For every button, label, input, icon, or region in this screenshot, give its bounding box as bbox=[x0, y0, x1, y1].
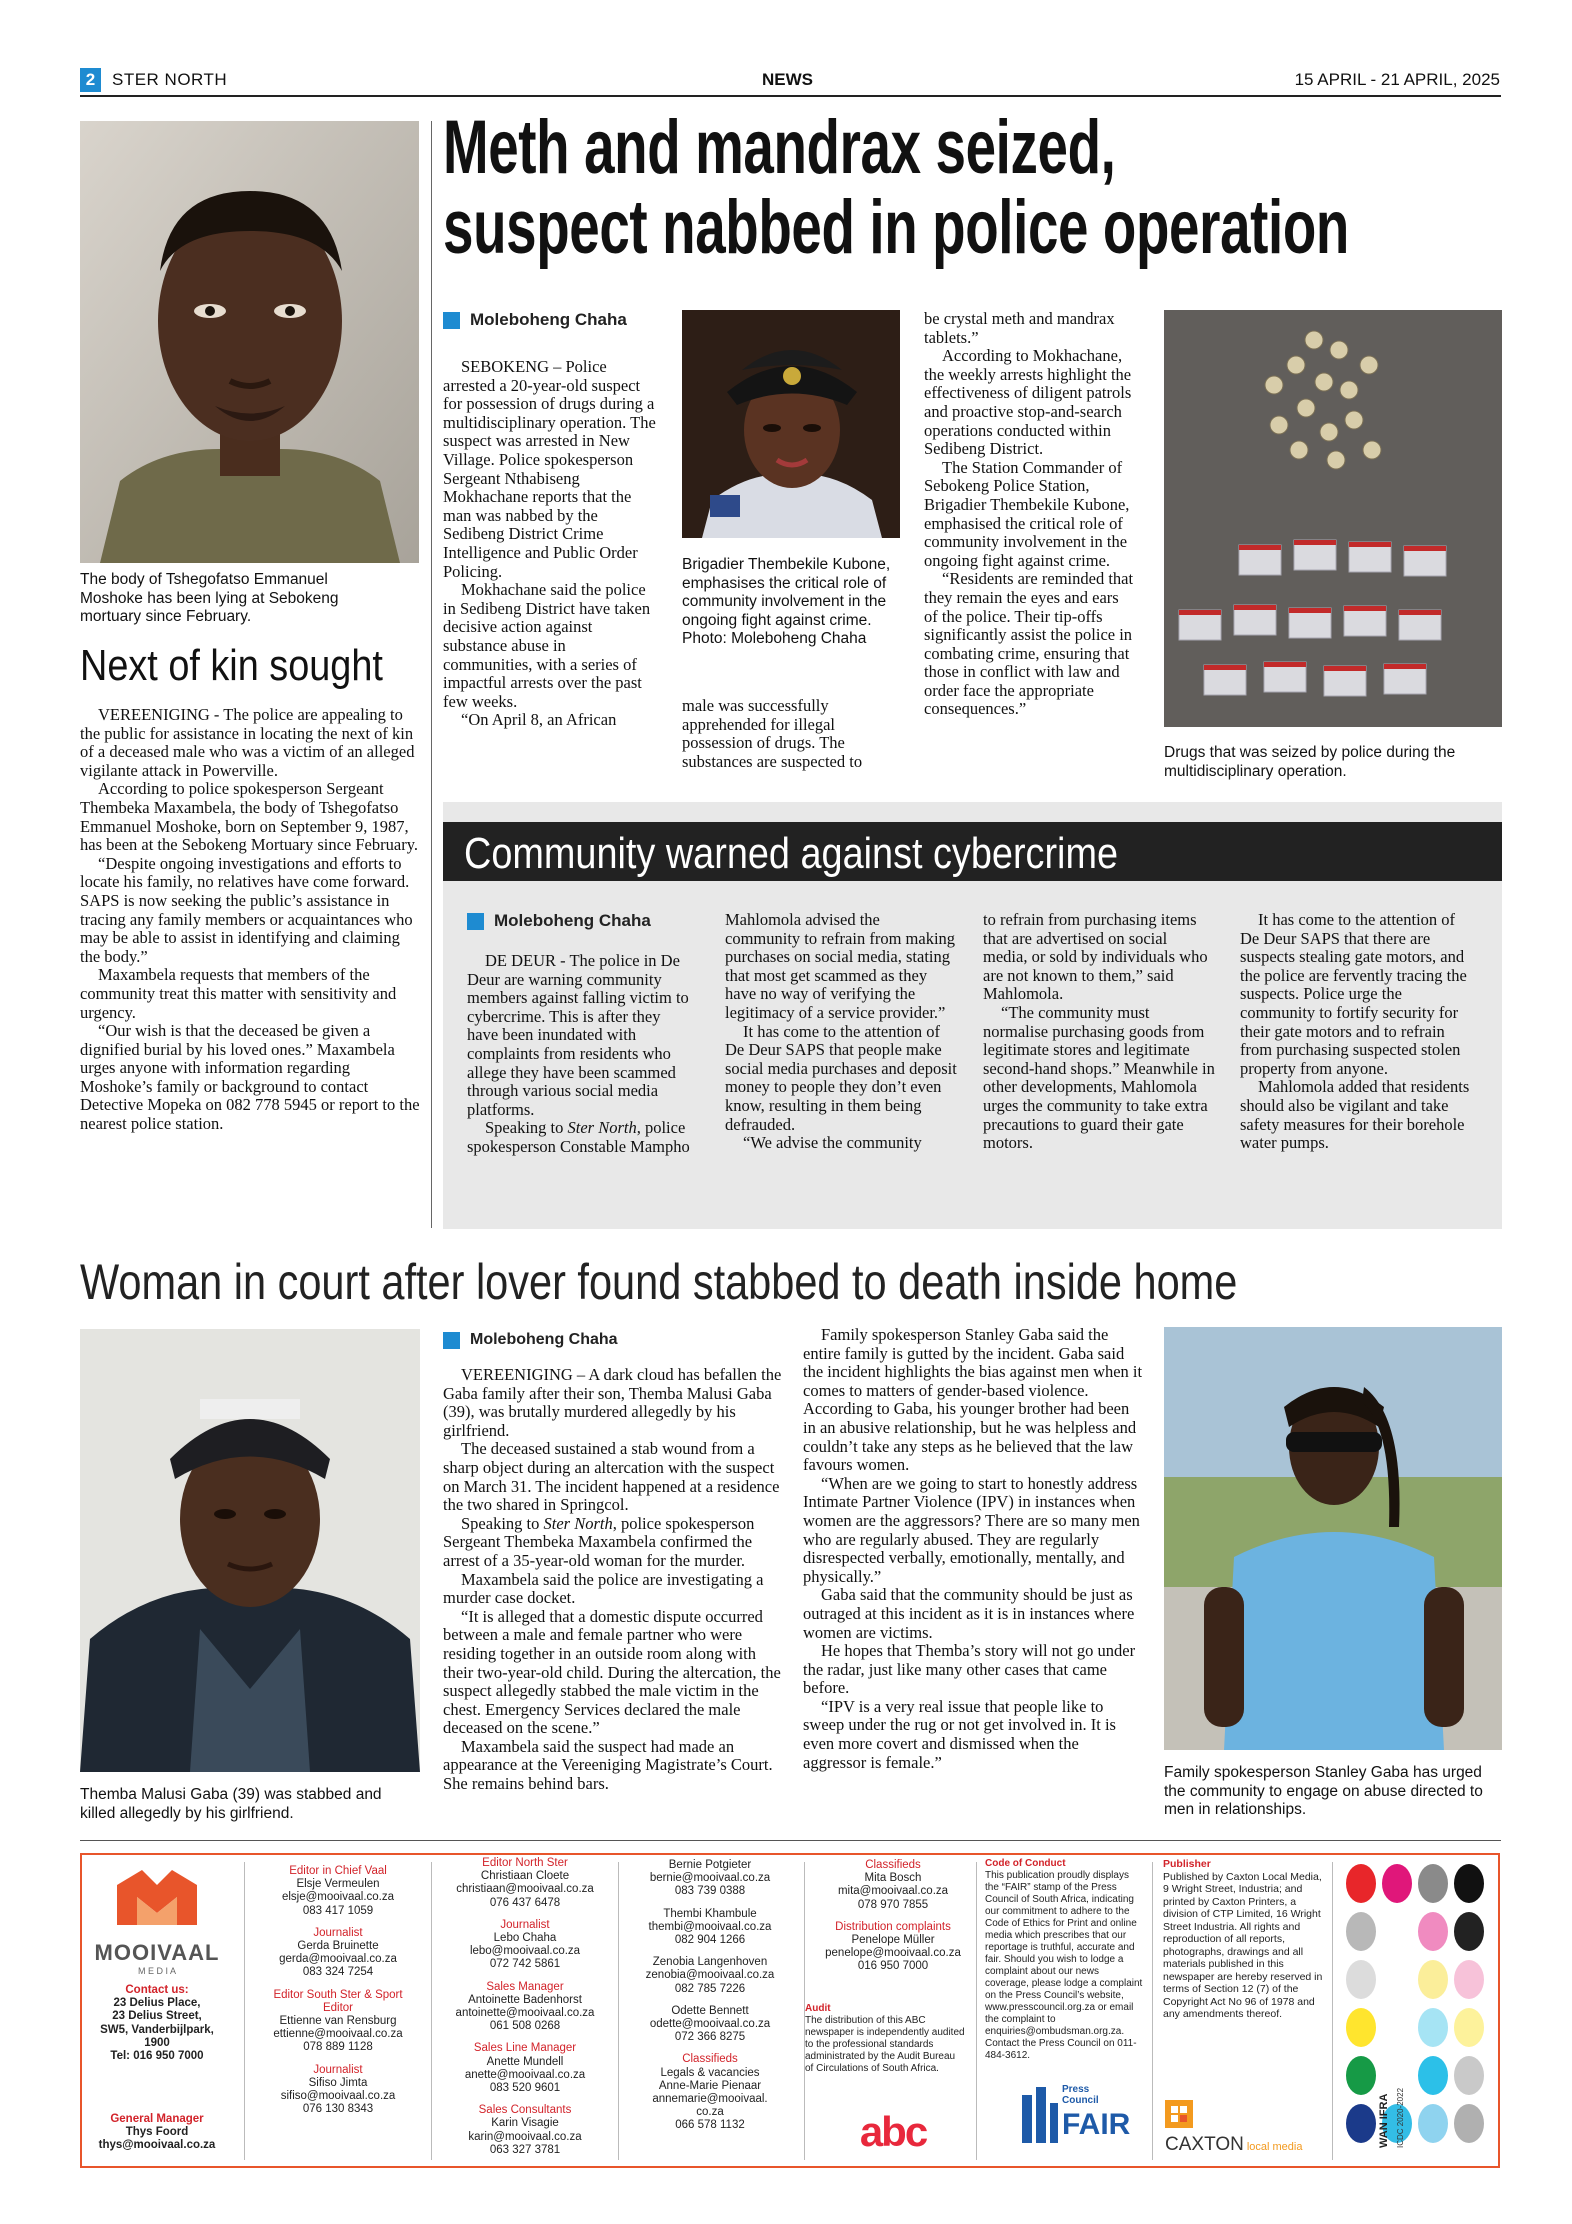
staff-line: karin@mooivaal.co.za bbox=[468, 2130, 582, 2143]
publisher-title: Publisher bbox=[1163, 1858, 1211, 1870]
staff-line: Ettienne van Rensburg bbox=[279, 2015, 397, 2028]
headline-meth-mandrax bbox=[443, 105, 1349, 270]
staff-role: Sales Line Manager bbox=[473, 2042, 577, 2055]
staff-role: Editor in Chief Vaal bbox=[289, 1865, 387, 1877]
page-number-badge: 2 bbox=[80, 68, 101, 92]
byline-name: Moleboheng Chaha bbox=[494, 911, 651, 930]
column-rule bbox=[431, 121, 432, 1228]
staff-entry bbox=[630, 2053, 790, 2132]
header-rule bbox=[80, 95, 1501, 97]
story1-column-1 bbox=[443, 358, 657, 730]
staff-entry bbox=[630, 2005, 790, 2045]
staff-line: Anette Mundell bbox=[486, 2055, 564, 2068]
footer-divider bbox=[976, 1862, 977, 2160]
staff-line: Thembi Khambule bbox=[663, 1907, 757, 1920]
staff-line: antoinette@mooivaal.co.za bbox=[455, 2007, 595, 2020]
swatch-grey bbox=[1418, 1864, 1448, 1903]
swatch-navy bbox=[1346, 2104, 1376, 2143]
footer-divider bbox=[244, 1862, 245, 2160]
swatch-black-2 bbox=[1454, 1912, 1484, 1951]
photo-caption-moshoke: The body of Tshegofatso Emmanuel Moshoke has been lying at Sebokeng mortuary since February. bbox=[80, 571, 339, 625]
publication-italic: Ster North bbox=[543, 1513, 613, 1533]
staff-entry bbox=[810, 1859, 976, 1912]
byline-story1 bbox=[443, 310, 627, 330]
byline-name: Moleboheng Chaha bbox=[470, 1331, 618, 1348]
paragraph: “Despite ongoing investigations and efforts to locate his family, no relatives have come forward. SAPS is now seeking the public’s assistance in tracing any family members or acquaintances who may be able to assist in identifying and claiming the body.” bbox=[80, 853, 413, 966]
mooivaal-logo bbox=[112, 1865, 202, 1935]
staff-role: Journalist bbox=[313, 2063, 363, 2076]
paragraph: “When are we going to start to honestly address Intimate Partner Violence (IPV) in instances when women are the aggressors? There are so many men who are regularly abused. They are regularly disrespected verbally, emotionally, mentally, and physically.” bbox=[803, 1473, 1140, 1586]
swatch-magenta bbox=[1382, 1864, 1412, 1903]
publication-italic: Ster North bbox=[567, 1118, 637, 1138]
staff-role: Journalist bbox=[500, 1918, 550, 1931]
paragraph: “Residents are reminded that they remain the eyes and ears of the police. Their tip-offs significantly assist the police in combating crime, ensuring that those in conflict with law and order face the appropriate consequences.” bbox=[924, 569, 1134, 719]
staff-entry bbox=[810, 1921, 976, 1974]
swatch-light-grey bbox=[1346, 1912, 1376, 1951]
paragraph: According to police spokesperson Sergeant Thembeka Maxambela, the body of Tshegofatso Emmanuel Moshoke, born on September 9, 1987, has been at the Sebokeng Mortuary since February. bbox=[80, 779, 418, 855]
page-header bbox=[80, 68, 1500, 92]
paragraph: According to Mokhachane, the weekly arrests highlight the effectiveness of diligent patrols and proactive stop-and-search operations conducted within Sedibeng District. bbox=[924, 346, 1132, 459]
staff-column-3 bbox=[444, 1857, 606, 2166]
brigadier-image bbox=[682, 310, 900, 538]
staff-line: Anne-Marie Pienaar bbox=[658, 2079, 762, 2092]
story3-column-2 bbox=[725, 911, 957, 1153]
audit-title: Audit bbox=[805, 2003, 831, 2014]
portrait-image bbox=[80, 121, 419, 563]
swatch-light-grey-2 bbox=[1454, 2056, 1484, 2095]
caxton-text: CAXTON bbox=[1165, 2134, 1244, 2155]
speaking-prefix: Speaking to bbox=[485, 1118, 568, 1138]
staff-line: anette@mooivaal.co.za bbox=[464, 2068, 586, 2081]
story-next-of-kin-body bbox=[80, 706, 420, 1134]
section-name: NEWS bbox=[762, 70, 813, 89]
headline-line-1: Meth and mandrax seized, bbox=[443, 105, 1116, 190]
paragraph: Maxambela said the police are investigating a murder case docket. bbox=[443, 1569, 764, 1608]
staff-line: zenobia@mooivaal.co.za bbox=[645, 1969, 775, 1982]
staff-line: co.za bbox=[696, 2106, 724, 2119]
paragraph: The Station Commander of Sebokeng Police Station, Brigadier Thembekile Kubone, emphasised the critical role of community involvement in the ongoing fight against crime. bbox=[924, 457, 1130, 570]
staff-role: Classifieds bbox=[865, 1859, 921, 1871]
story3-column-4 bbox=[1240, 911, 1472, 1153]
staff-line: lebo@mooivaal.co.za bbox=[469, 1945, 581, 1958]
staff-line: 078 970 7855 bbox=[857, 1898, 929, 1911]
staff-column-2 bbox=[258, 1865, 418, 2125]
swatch-black bbox=[1454, 1864, 1484, 1903]
staff-role: Distribution complaints bbox=[835, 1920, 951, 1933]
audit-block bbox=[805, 2003, 965, 2075]
swatch-red bbox=[1346, 1864, 1376, 1903]
staff-line: Legals & vacancies bbox=[660, 2066, 760, 2079]
paragraph: It has come to the attention of De Deur SAPS that people make social media purchases and deposit money to people they don’t even know, resulting in them being defrauded. bbox=[725, 1021, 957, 1134]
paragraph: Gaba said that the community should be just as outraged at this incident as it is in instances where women are victims. bbox=[803, 1585, 1135, 1642]
paragraph: Family spokesperson Stanley Gaba said the entire family is gutted by the incident. Gaba said the incident highlights the bias against men when it comes to matters of gender-based violence. According to Gaba, his younger brother had been in an abusive relationship, but he was helpless and couldn’t take any steps as he believed that the law favours women. bbox=[803, 1325, 1143, 1475]
drugs-image bbox=[1164, 310, 1502, 727]
paragraph: “It is alleged that a domestic dispute occurred between a male and female partner who were residing together in an outside room along with their two-year-old child. During the altercation, the suspect allegedly stabbed the male victim in the chest. Emergency Services declared the male deceased on the scene.” bbox=[443, 1606, 781, 1738]
byline-marker-icon bbox=[443, 1332, 460, 1349]
paragraph: male was successfully apprehended for illegal possession of drugs. The substances are suspected to bbox=[682, 696, 863, 771]
story3-column-3 bbox=[983, 911, 1215, 1153]
staff-line: 078 889 1128 bbox=[303, 2041, 373, 2054]
paragraph: It has come to the attention of De Deur SAPS that there are suspects stealing gate motors, and the police are fervently tracing the suspects. Police urge the community to fortify security for their gate motors and to refrain from purchasing suspected stolen property from anyone. bbox=[1240, 910, 1467, 1078]
abc-logo-text: abc bbox=[859, 2108, 927, 2155]
story1-column-2-continuation bbox=[682, 697, 892, 771]
staff-line: Zenobia Langenhoven bbox=[652, 1956, 768, 1969]
staff-line: 082 904 1266 bbox=[674, 1934, 746, 1947]
photo-seized-drugs bbox=[1164, 310, 1502, 727]
paragraph bbox=[467, 1119, 695, 1156]
headline-line-2: suspect nabbed in police operation bbox=[443, 185, 1349, 270]
footer-divider bbox=[618, 1862, 619, 2160]
fair-label: FAIR bbox=[1062, 2108, 1131, 2141]
contact-line: 23 Delius Place, bbox=[113, 1997, 201, 2010]
staff-role: Sales Consultants bbox=[478, 2104, 572, 2117]
staff-role: Editor North Ster bbox=[482, 1857, 568, 1869]
icdc-mark bbox=[1396, 2088, 1405, 2148]
staff-column-5 bbox=[810, 1859, 976, 1983]
swatch-dots bbox=[1382, 1912, 1412, 1951]
wan-ifra-mark bbox=[1378, 2094, 1390, 2148]
staff-entry bbox=[444, 2042, 606, 2095]
story4-column-2 bbox=[803, 1326, 1143, 1772]
staff-line: ettienne@mooivaal.co.za bbox=[273, 2028, 403, 2041]
byline-marker-icon bbox=[443, 312, 460, 329]
press-council-fair-logo bbox=[1020, 2080, 1130, 2150]
swatch-yellow bbox=[1346, 2008, 1376, 2047]
staff-role: Classifieds bbox=[682, 2053, 738, 2066]
code-of-conduct-block bbox=[985, 1858, 1145, 2062]
staff-line: Mita Bosch bbox=[864, 1872, 922, 1885]
staff-line: mita@mooivaal.co.za bbox=[837, 1885, 949, 1898]
paragraph: to refrain from purchasing items that are advertised on social media, or sold by individuals who are not known to them,” said Mahlomola. bbox=[983, 910, 1208, 1004]
byline-marker-icon bbox=[467, 913, 484, 930]
staff-line: odette@mooivaal.co.za bbox=[649, 2018, 771, 2031]
press-council-mark-icon bbox=[1020, 2085, 1060, 2145]
footer-divider bbox=[431, 1862, 432, 2160]
staff-role: Editor South Ster & Sport Editor bbox=[273, 1988, 403, 2014]
swatch-pale-cyan bbox=[1418, 2008, 1448, 2047]
swatch-light-blue bbox=[1418, 2104, 1448, 2143]
staff-line: 083 324 7254 bbox=[302, 1966, 374, 1979]
staff-role: Sales Manager bbox=[486, 1980, 564, 1993]
staff-line: 083 417 1059 bbox=[302, 1904, 374, 1917]
swatch-green bbox=[1346, 2056, 1376, 2095]
gm-title: General Manager bbox=[110, 2113, 204, 2125]
staff-line: 066 578 1132 bbox=[675, 2119, 745, 2132]
story3-column-1 bbox=[467, 952, 695, 1157]
swatch-pale-yellow-2 bbox=[1454, 2008, 1484, 2047]
speaking-prefix: Speaking to bbox=[461, 1513, 544, 1533]
staff-line: 082 785 7226 bbox=[674, 1982, 746, 1995]
staff-line: Sifiso Jimta bbox=[308, 2076, 368, 2089]
footer-divider bbox=[1332, 1862, 1333, 2160]
swatch-pink bbox=[1418, 1912, 1448, 1951]
caxton-sub: local media bbox=[1246, 2141, 1303, 2153]
staff-line: sifiso@mooivaal.co.za bbox=[280, 2090, 396, 2103]
photo-caption-drugs: Drugs that was seized by police during the multidisciplinary operation. bbox=[1164, 744, 1456, 780]
staff-line: Karin Visagie bbox=[491, 2117, 559, 2130]
staff-line: Gerda Bruinette bbox=[297, 1940, 379, 1953]
paragraph: “We advise the community bbox=[743, 1133, 922, 1153]
general-manager-block bbox=[87, 2113, 227, 2153]
caxton-mark-icon bbox=[1165, 2100, 1193, 2128]
publisher-block bbox=[1163, 1858, 1323, 2021]
staff-line: penelope@mooivaal.co.za bbox=[825, 1947, 961, 1960]
staff-entry bbox=[258, 2064, 418, 2117]
speaking-suffix: , police spokesperson Sergeant Thembeka Maxambela confirmed the arrest of a 35-year-old woman for the murder. bbox=[443, 1513, 755, 1570]
paragraph: The deceased sustained a stab wound from a sharp object during an altercation with the suspect on March 31. The incident happened at a residence the two shared in Springcol. bbox=[443, 1439, 780, 1515]
byline-story3 bbox=[467, 911, 651, 931]
paragraph: Maxambela said the suspect had made an appearance at the Vereeniging Magistrate’s Court. She remains behind bars. bbox=[443, 1736, 773, 1794]
story4-column-1 bbox=[443, 1366, 783, 1794]
staff-line: 076 130 8343 bbox=[302, 2103, 374, 2116]
photo-caption-themba: Themba Malusi Gaba (39) was stabbed and killed allegedly by his girlfriend. bbox=[80, 1786, 382, 1822]
paragraph: Mokhachane said the police in Sedibeng District have taken decisive action against substance abuse in communities, with a series of impactful arrests over the past few weeks. bbox=[443, 580, 651, 711]
contact-line: Tel: 016 950 7000 bbox=[110, 2050, 204, 2063]
wan-ifra-text: WAN IFRA bbox=[1378, 2093, 1390, 2148]
stanley-image bbox=[1164, 1327, 1502, 1750]
staff-line: elsje@mooivaal.co.za bbox=[281, 1891, 395, 1904]
paragraph: Mahlomola advised the community to refrain from making purchases on social media, stating that most get scammed as they have no way of verifying the legitimacy of a service provider.” bbox=[725, 910, 956, 1022]
headline-cybercrime: Community warned against cybercrime bbox=[464, 829, 1119, 878]
issue-date: 15 APRIL - 21 APRIL, 2025 bbox=[1294, 70, 1500, 89]
paragraph: “The community must normalise purchasing goods from legitimate stores and legitimate second-hand shops.” Meanwhile in other developments, Mahlomola urges the community to take extra precautions to guard their gate motors. bbox=[983, 1002, 1215, 1153]
staff-line: Bernie Potgieter bbox=[668, 1859, 752, 1871]
staff-entry bbox=[444, 1919, 606, 1972]
speaking-suffix: , police spokesperson Constable Mampho bbox=[467, 1118, 690, 1156]
icdc-text: ICDC 2020-2022 bbox=[1396, 2087, 1405, 2148]
photo-tshegofatso-moshoke bbox=[80, 121, 419, 563]
paragraph: be crystal meth and mandrax tablets.” bbox=[924, 309, 1115, 347]
paragraph bbox=[443, 1515, 783, 1571]
staff-line: Christiaan Cloete bbox=[480, 1870, 570, 1883]
photo-caption-brigadier: Brigadier Thembekile Kubone, emphasises the critical role of community involvement in the ongoing fight against crime. Photo: Moleboheng Chaha bbox=[682, 556, 891, 647]
staff-entry bbox=[258, 1927, 418, 1980]
staff-line: 061 508 0268 bbox=[489, 2020, 561, 2033]
staff-line: Antoinette Badenhorst bbox=[468, 1993, 582, 2006]
staff-line: bernie@mooivaal.co.za bbox=[649, 1872, 771, 1885]
paragraph: He hopes that Themba’s story will not go under the radar, just like many other cases that came before. bbox=[803, 1641, 1136, 1698]
staff-role: Journalist bbox=[313, 1926, 363, 1939]
staff-entry bbox=[444, 1981, 606, 2034]
staff-entry bbox=[258, 1989, 418, 2055]
paragraph: “IPV is a very real issue that people like to sweep under the rug or not get involved in. It is even more covert and dismissed when the aggressor is female.” bbox=[803, 1696, 1116, 1772]
staff-entry bbox=[444, 2104, 606, 2157]
staff-line: 083 520 9601 bbox=[489, 2082, 561, 2095]
conduct-text: This publication proudly displays the “FAIR” stamp of the Press Council of South Africa, indicating our commitment to adhere to the Code of Ethics for Print and online media which prescribes that our reportage is truthful, accurate and fair. Should you wish to lodge a complaint about our news coverage, please lodge a complaint on the Press Council’s website, www.presscouncil.org.za or email the complaint to enquiries@ombudsman.org.za. Contact the Press Council on 011-484-3612. bbox=[985, 1870, 1143, 2061]
staff-entry bbox=[630, 1859, 790, 1899]
staff-entry bbox=[444, 1857, 606, 1910]
contact-block bbox=[87, 1984, 227, 2063]
publication-name: STER NORTH bbox=[112, 70, 228, 89]
headline-woman-in-court: Woman in court after lover found stabbed to death inside home bbox=[80, 1254, 1238, 1310]
staff-line: gerda@mooivaal.co.za bbox=[279, 1953, 397, 1966]
story1-column-3 bbox=[924, 310, 1134, 719]
photo-caption-stanley: Family spokesperson Stanley Gaba has urged the community to engage on abuse directed to men in relationships. bbox=[1164, 1764, 1483, 1818]
paragraph: Mahlomola added that residents should also be vigilant and take safety measures for their borehole water pumps. bbox=[1240, 1077, 1470, 1153]
staff-line: annemarie@mooivaal. bbox=[652, 2093, 768, 2106]
caxton-wordmark bbox=[1165, 2134, 1302, 2156]
photo-stanley-gaba bbox=[1164, 1327, 1502, 1750]
staff-entry bbox=[630, 1908, 790, 1948]
staff-line: 016 950 7000 bbox=[857, 1960, 929, 1973]
footer-divider bbox=[1152, 1862, 1153, 2160]
paragraph: “On April 8, an African bbox=[461, 710, 617, 730]
staff-entry bbox=[258, 1865, 418, 1918]
staff-line: 072 742 5861 bbox=[489, 1958, 561, 1971]
swatch-pale-pink bbox=[1454, 1960, 1484, 1999]
abc-logo bbox=[848, 2108, 938, 2156]
staff-line: 083 739 0388 bbox=[674, 1885, 746, 1898]
staff-line: Lebo Chaha bbox=[493, 1932, 557, 1945]
paragraph: Maxambela requests that members of the community treat this matter with sensitivity and urgency. bbox=[80, 965, 397, 1022]
headline-next-of-kin: Next of kin sought bbox=[80, 641, 383, 690]
byline-name: Moleboheng Chaha bbox=[470, 310, 627, 329]
byline-story4 bbox=[443, 1331, 618, 1349]
paragraph: SEBOKENG – Police arrested a 20-year-old suspect for possession of drugs during a multidisciplinary operation. The suspect was arrested in New Village. Police spokesperson Sergeant Nthabiseng Mokhachane reports that the man was nabbed by the Sedibeng District Crime Intelligence and Public Order Policing. bbox=[443, 357, 656, 581]
mooivaal-wordmark: MOOIVAAL bbox=[94, 1940, 220, 1965]
footer-rule bbox=[80, 1840, 1501, 1841]
staff-line: 063 327 3781 bbox=[489, 2143, 561, 2156]
photo-brigadier-kubone bbox=[682, 310, 900, 538]
swatch-dots-2 bbox=[1382, 1960, 1412, 1999]
mooivaal-sub: M E D I A bbox=[137, 1966, 176, 1976]
contact-line: 1900 bbox=[144, 2036, 170, 2049]
swatch-pale-grey bbox=[1346, 1960, 1376, 1999]
staff-line: thembi@mooivaal.co.za bbox=[648, 1920, 772, 1933]
staff-line: Penelope Müller bbox=[851, 1934, 935, 1947]
swatch-grey-2 bbox=[1454, 2104, 1484, 2143]
conduct-title: Code of Conduct bbox=[985, 1858, 1066, 1869]
staff-line: christiaan@mooivaal.co.za bbox=[456, 1883, 594, 1896]
contact-line: SW5, Vanderbijlpark, bbox=[100, 2023, 214, 2036]
staff-line: 072 366 8275 bbox=[674, 2031, 746, 2044]
press-council-label: Press Council bbox=[1062, 2084, 1099, 2106]
paragraph: “Our wish is that the deceased be given a dignified burial by his loved ones.” Maxambela urges anyone with information regarding Moshoke’s family or background to contact Detective Mopeka on 082 778 5945 or report to the nearest police station. bbox=[80, 1021, 420, 1134]
colour-registration-swatches bbox=[1340, 1858, 1498, 2163]
paragraph: DE DEUR - The police in De Deur are warning community members against falling victim to cybercrime. This is after they have been inundated with complaints from residents who allege they have been scammed through various social media platforms. bbox=[467, 951, 689, 1119]
paragraph: VEREENIGING - The police are appealing to the public for assistance in locating the next of kin of a deceased male who was a victim of an alleged vigilante attack in Powerville. bbox=[80, 705, 415, 780]
gm-line: Thys Foord bbox=[125, 2126, 189, 2139]
staff-line: 076 437 6478 bbox=[489, 1896, 561, 1909]
paragraph: VEREENIGING – A dark cloud has befallen the Gaba family after their son, Themba Malusi Gaba (39), was brutally murdered allegedly by his girlfriend. bbox=[443, 1365, 782, 1440]
themba-image bbox=[80, 1329, 420, 1772]
mooivaal-logo-icon bbox=[112, 1865, 202, 1935]
swatch-pale-yellow bbox=[1418, 1960, 1448, 1999]
staff-entry bbox=[630, 1956, 790, 1996]
staff-column-4 bbox=[630, 1859, 790, 2142]
staff-line: Elsje Vermeulen bbox=[296, 1878, 380, 1891]
contact-line: 23 Delius Street, bbox=[112, 2010, 202, 2023]
audit-text: The distribution of this ABC newspaper is independently audited to the professional standards administrated by the Audit Bureau of Circulations of South Africa. bbox=[805, 2015, 965, 2074]
gm-line: thys@mooivaal.co.za bbox=[98, 2139, 216, 2152]
contact-title: Contact us: bbox=[125, 1984, 189, 1996]
photo-themba-gaba bbox=[80, 1329, 420, 1772]
swatch-cyan bbox=[1418, 2056, 1448, 2095]
staff-line: Odette Bennett bbox=[671, 2004, 749, 2017]
caxton-logo bbox=[1163, 2098, 1323, 2158]
publisher-text: Published by Caxton Local Media, 9 Wright Street, Industria; and printed by Caxton Printers, a division of CTP Limited, 16 Wright Street Industria. All rights and reproduction of all reports, photographs, drawings and all materials published in this newspaper are hereby reserved in terms of Section 12 (7) of the Copyright Act No 96 of 1978 and any amendments thereof. bbox=[1163, 1870, 1323, 2020]
